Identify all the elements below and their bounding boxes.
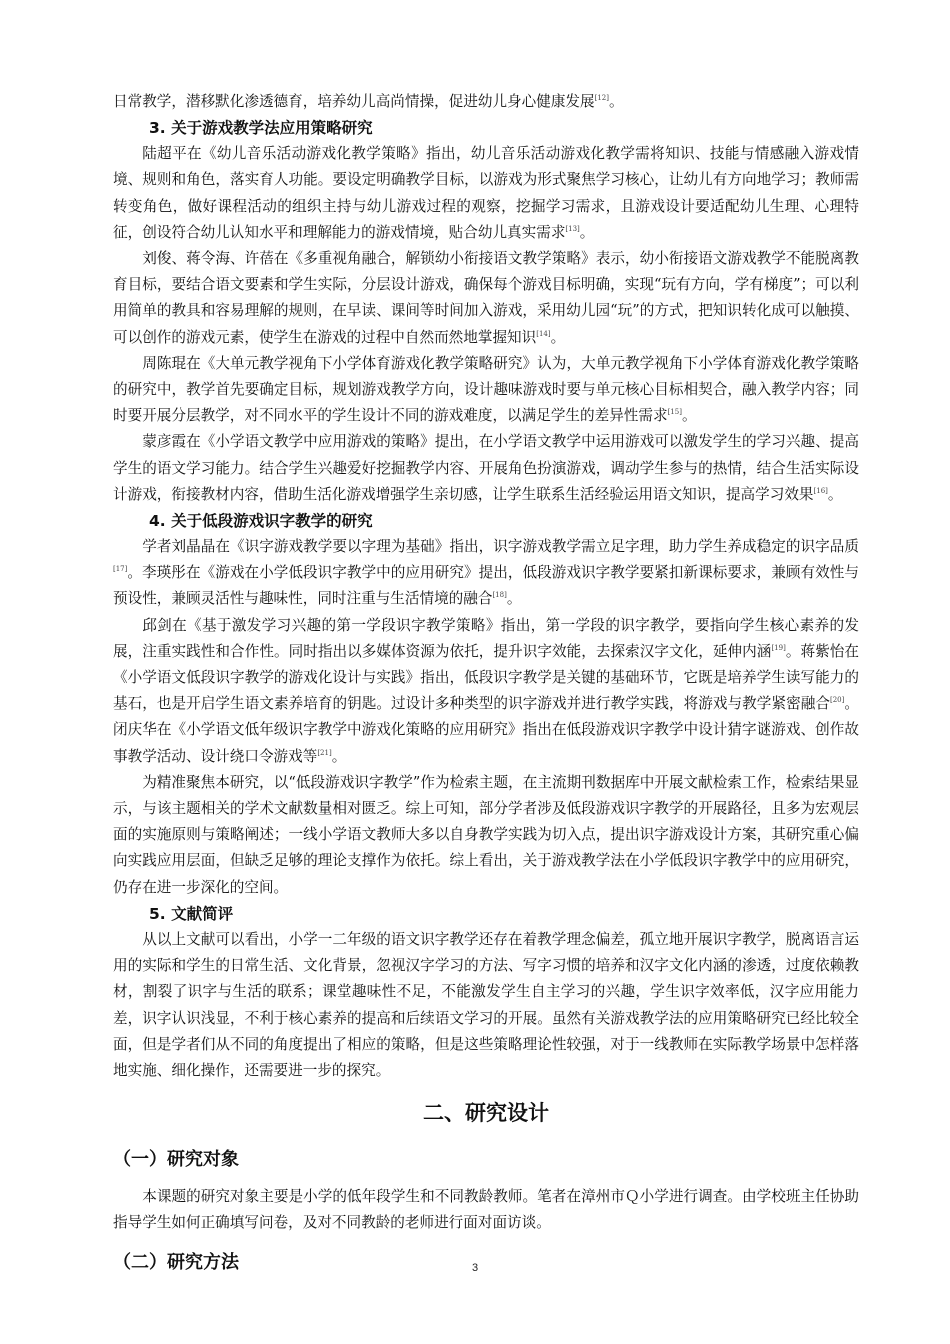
citation-ref: [12]	[594, 94, 609, 102]
text-run: 。李瑛彤在《游戏在小学低段识字教学中的应用研究》提出，低段游戏识字教学要紧扣新课标要求，兼顾有效性与预设性，兼顾灵活性与趣味性，同时注重与生活情境的融合	[113, 564, 859, 608]
text-run: 邱剑在《基于激发学习兴趣的第一学段识字教学策略》指出，第一学段的识字教学，要指向学生核心素养的发展，注重实践性和合作性。同时指出以多媒体资源为依托，提升识字效能，去探索汉字文化，延伸内涵	[113, 616, 859, 660]
text-run: 从以上文献可以看出，小学一二年级的语文识字教学还存在着教学理念偏差，孤立地开展识字教学，脱离语言运用的实际和学生的日常生活、文化背景，忽视汉字学习的方法、写字习惯的培养和汉字文化内涵的渗透，过度依赖教材，割裂了识字与生活的联系；课堂趣味性不足，不能激发学生自主学习的兴趣，学生识字效率低，汉字应用能力差，识字认识浅显，不利于核心素养的提高和后续语文学习的开展。虽然有关游戏教学法的应用策略研究已经比较全面，但是学者们从不同的角度提出了相应的策略，但是这些策略理论性较强，对于一线教师在实际教学场景中怎样落地实施、细化操作，还需要进一步的探究。	[113, 930, 859, 1079]
chapter-heading: 二、研究设计	[423, 1101, 549, 1126]
citation-ref: [13]	[565, 224, 580, 233]
body-paragraph	[113, 534, 859, 613]
citation-ref: [20]	[829, 696, 845, 705]
citation-ref: [21]	[317, 748, 332, 757]
text-run: 本课题的研究对象主要是小学的低年段学生和不同教龄教师。笔者在漳州市Ｑ小学进行调查。由学校班主任协助指导学生如何正确填写问卷，及对不同教龄的老师进行面对面访谈。	[113, 1188, 859, 1232]
text-run: 。	[579, 223, 595, 241]
text-run: 。	[681, 407, 697, 425]
body-paragraph	[113, 246, 859, 351]
text-run: 蒙彦霞在《小学语文教学中应用游戏的策略》提出，在小学语文教学中运用游戏可以激发学生的学习兴趣、提高学生的语文学习能力。结合学生兴趣爱好挖掘教学内容、开展角色扮演游戏，调动学生参与的热情，结合生活实际设计游戏，衔接教材内容，借助生活化游戏增强学生亲切感，让学生联系生活经验运用语文知识，提高学习效果	[113, 433, 859, 503]
citation-ref: [17]	[113, 565, 128, 574]
text-run: 。	[506, 590, 522, 608]
text-run: 。	[550, 328, 566, 346]
body-paragraph	[113, 613, 859, 770]
text-run: 周陈琨在《大单元教学视角下小学体育游戏化教学策略研究》认为，大单元教学视角下小学体育游戏化教学策略的研究中，教学首先要确定目标，规划游戏教学方向，设计趣味游戏时要与单元核心目标相契合，融入教学内容；同时要开展分层教学，对不同水平的学生设计不同的游戏难度，以满足学生的差异性需求	[113, 354, 859, 425]
text-run: 日常教学，潜移默化渗透德育，培养幼儿高尚情操，促进幼儿身心健康发展	[113, 93, 595, 110]
citation-ref: [15]	[667, 408, 682, 417]
body-paragraph	[113, 1184, 859, 1236]
page-number: 3	[471, 1262, 479, 1274]
text-run: 。闭庆华在《小学语文低年级识字教学中游戏化策略的应用研究》指出在低段游戏识字教学中设计猜字谜游戏、创作故事教学活动、设计绕口令游戏等	[113, 695, 859, 765]
body-paragraph	[113, 141, 859, 246]
text-run: 为精准聚焦本研究，以“低段游戏识字教学”作为检索主题，在主流期刊数据库中开展文献检索工作，检索结果显示，与该主题相关的学术文献数量相对匮乏。综上可知，部分学者涉及低段游戏识字教学的开展路径，且多为宏观层面的实施原则与策略阐述；一线小学语文教师大多以自身教学实践为切入点，提出识字游戏设计方案，其研究重心偏向实践应用层面，但缺乏足够的理论支撑作为依托。综上看出，关于游戏教学法在小学低段识字教学中的应用研究，仍存在进一步深化的空间。	[113, 773, 859, 896]
body-paragraph	[113, 770, 859, 901]
section-heading: （二）研究方法	[113, 1251, 239, 1273]
subsection-heading: 4. 关于低段游戏识字教学的研究	[149, 512, 373, 531]
body-paragraph	[113, 89, 859, 115]
subsection-heading: 5. 文献简评	[149, 904, 234, 923]
section-heading: （一）研究对象	[113, 1149, 239, 1171]
text-run: 刘俊、蒋令海、许蓓在《多重视角融合，解锁幼小衔接语文教学策略》表示，幼小衔接语文游戏教学不能脱离教育目标，要结合语文要素和学生实际，分层设计游戏，确保每个游戏目标明确，实现“玩有方向，学有梯度”；可以利用简单的教具和容易理解的规则，在早读、课间等时间加入游戏，采用幼儿园“玩”的方式，把知识转化成可以触摸、可以创作的游戏元素，使学生在游戏的过程中自然而然地掌握知识	[113, 250, 859, 346]
text-run: 陆超平在《幼儿音乐活动游戏化教学策略》指出，幼儿音乐活动游戏化教学需将知识、技能与情感融入游戏情境、规则和角色，落实育人功能。要设定明确教学目标，以游戏为形式聚焦学习核心，让幼儿有方向地学习；教师需转变角色，做好课程活动的组织主持与幼儿游戏过程的观察，挖掘学习需求，且游戏设计要适配幼儿生理、心理特征，创设符合幼儿认知水平和理解能力的游戏情境，贴合幼儿真实需求	[113, 145, 859, 241]
body-paragraph	[113, 351, 859, 430]
body-paragraph	[113, 429, 859, 508]
citation-ref: [18]	[492, 591, 507, 600]
subsection-heading: 3. 关于游戏教学法应用策略研究	[149, 119, 373, 138]
text-run: 。	[608, 93, 624, 110]
body-paragraph	[113, 927, 859, 1084]
text-run: 。	[827, 485, 843, 503]
text-run: 学者刘晶晶在《识字游戏教学要以字理为基础》指出，识字游戏教学需立足字理，助力学生养成稳定的识字品质	[142, 538, 859, 556]
citation-ref: [16]	[813, 486, 828, 495]
text-run: 。蒋紫怡在《小学语文低段识字教学的游戏化设计与实践》指出，低段识字教学是关键的基础环节，它既是培养学生读写能力的基石，也是开启学生语文素养培育的钥匙。过设计多种类型的识字游戏并进行教学实践，将游戏与教学紧密融合	[113, 642, 859, 713]
citation-ref: [14]	[536, 329, 551, 338]
text-run: 。	[331, 747, 347, 765]
page-content	[113, 89, 859, 1287]
citation-ref: [19]	[771, 643, 786, 652]
